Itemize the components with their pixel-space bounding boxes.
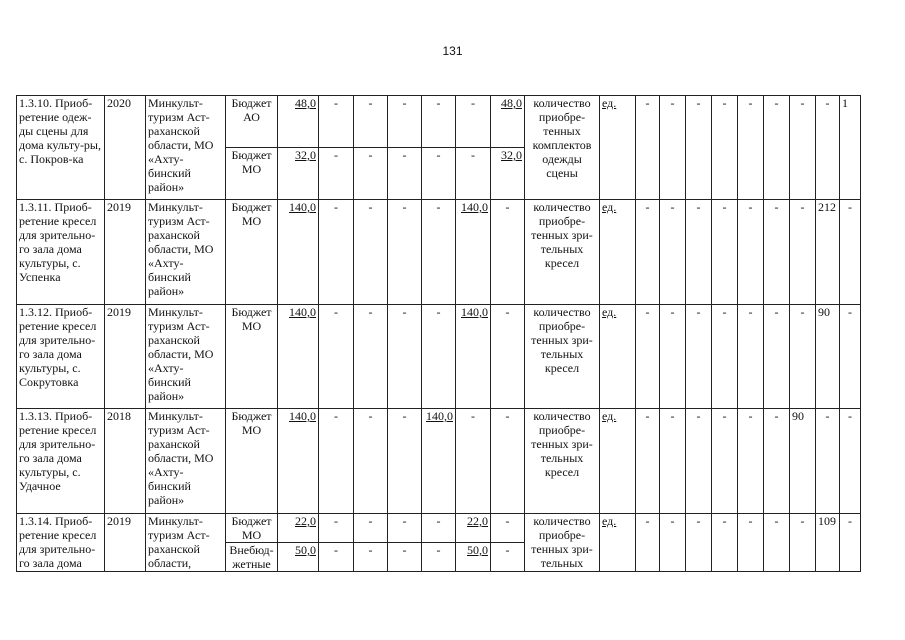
funding-total-cell: 22,0 (278, 514, 319, 543)
target-value-cell: - (660, 96, 686, 200)
target-value-cell: - (738, 514, 764, 572)
target-value-cell: - (738, 200, 764, 305)
target-value-cell: - (636, 514, 660, 572)
target-value-cell: - (660, 409, 686, 514)
indicator-cell: количество приобре-тенных комплектов одежды сцены (525, 96, 600, 200)
funding-year-cell: - (319, 543, 354, 572)
funding-total-cell: 140,0 (278, 200, 319, 305)
funding-year-cell: - (319, 305, 354, 409)
table-row (17, 305, 861, 409)
target-value-cell: 90 (816, 305, 840, 409)
target-value-cell: - (686, 409, 712, 514)
funding-year-cell: 140,0 (456, 305, 491, 409)
program-table (16, 95, 861, 572)
executor-cell: Минкульт-туризм Аст-раханской области, МО «Ахту-бинский район» (146, 409, 226, 514)
target-value-cell: - (790, 514, 816, 572)
table-row (17, 200, 861, 305)
funding-year-cell: - (491, 514, 525, 543)
funding-source-cell: Бюджет АО (226, 96, 278, 148)
funding-source-cell: Бюджет МО (226, 409, 278, 514)
funding-year-cell: - (491, 305, 525, 409)
funding-year-cell: - (354, 305, 388, 409)
executor-cell: Минкульт-туризм Аст-раханской области, (146, 514, 226, 572)
target-value-cell: - (660, 514, 686, 572)
funding-year-cell: 140,0 (422, 409, 456, 514)
funding-year-cell: - (388, 148, 422, 200)
funding-year-cell: - (422, 96, 456, 148)
target-value-cell: - (686, 200, 712, 305)
target-value-cell: - (764, 200, 790, 305)
target-value-cell: - (636, 200, 660, 305)
target-value-cell: - (738, 96, 764, 200)
funding-year-cell: - (354, 148, 388, 200)
funding-source-cell: Бюджет МО (226, 514, 278, 543)
funding-year-cell: - (388, 200, 422, 305)
target-value-cell: - (636, 305, 660, 409)
target-value-cell: - (686, 514, 712, 572)
measure-name-cell: 1.3.13. Приоб-ретение кресел для зрительно-го зала дома культуры, с. Удачное (17, 409, 105, 514)
funding-year-cell: - (456, 96, 491, 148)
funding-year-cell: - (491, 543, 525, 572)
funding-year-cell: - (422, 543, 456, 572)
funding-year-cell: - (354, 543, 388, 572)
target-value-cell: - (686, 305, 712, 409)
target-value-cell: - (840, 409, 861, 514)
funding-year-cell: 140,0 (456, 200, 491, 305)
funding-year-cell: - (354, 96, 388, 148)
indicator-cell: количество приобре-тенных зри-тельных кресел (525, 305, 600, 409)
target-value-cell: - (816, 409, 840, 514)
target-value-cell: - (764, 514, 790, 572)
indicator-cell: количество приобре-тенных зри-тельных кресел (525, 409, 600, 514)
target-value-cell: - (790, 305, 816, 409)
target-value-cell: - (636, 96, 660, 200)
funding-year-cell: - (319, 514, 354, 543)
table-row (17, 409, 861, 514)
year-cell: 2019 (105, 305, 146, 409)
funding-source-cell: Бюджет МО (226, 200, 278, 305)
target-value-cell: 1 (840, 96, 861, 200)
funding-year-cell: - (354, 200, 388, 305)
funding-year-cell: - (319, 200, 354, 305)
table-row (17, 96, 861, 148)
funding-total-cell: 140,0 (278, 305, 319, 409)
target-value-cell: - (738, 409, 764, 514)
funding-source-cell: Бюджет МО (226, 305, 278, 409)
funding-source-cell: Внебюд-жетные (226, 543, 278, 572)
funding-year-cell: - (319, 148, 354, 200)
target-value-cell: - (816, 96, 840, 200)
target-value-cell: - (790, 96, 816, 200)
funding-year-cell: - (422, 148, 456, 200)
funding-year-cell: - (354, 514, 388, 543)
measure-name-cell: 1.3.14. Приоб-ретение кресел для зрительно-го зала дома (17, 514, 105, 572)
page-number: 131 (442, 44, 463, 58)
funding-total-cell: 50,0 (278, 543, 319, 572)
unit-cell: ед. (600, 200, 636, 305)
executor-cell: Минкульт-туризм Аст-раханской области, МО «Ахту-бинский район» (146, 96, 226, 200)
funding-total-cell: 140,0 (278, 409, 319, 514)
target-value-cell: - (712, 514, 738, 572)
target-value-cell: - (790, 200, 816, 305)
funding-year-cell: - (456, 409, 491, 514)
funding-total-cell: 48,0 (278, 96, 319, 148)
target-value-cell: - (764, 305, 790, 409)
funding-year-cell: - (319, 409, 354, 514)
target-value-cell: - (764, 96, 790, 200)
funding-year-cell: 48,0 (491, 96, 525, 148)
indicator-cell: количество приобре-тенных зри-тельных кресел (525, 200, 600, 305)
funding-year-cell: - (491, 200, 525, 305)
funding-year-cell: - (354, 409, 388, 514)
target-value-cell: - (840, 514, 861, 572)
funding-year-cell: - (491, 409, 525, 514)
target-value-cell: - (840, 200, 861, 305)
year-cell: 2019 (105, 200, 146, 305)
funding-year-cell: 22,0 (456, 514, 491, 543)
target-value-cell: - (712, 409, 738, 514)
funding-year-cell: - (388, 305, 422, 409)
executor-cell: Минкульт-туризм Аст-раханской области, МО «Ахту-бинский район» (146, 200, 226, 305)
target-value-cell: - (712, 96, 738, 200)
target-value-cell: - (712, 200, 738, 305)
target-value-cell: - (738, 305, 764, 409)
target-value-cell: - (686, 96, 712, 200)
target-value-cell: 90 (790, 409, 816, 514)
funding-year-cell: - (388, 409, 422, 514)
measure-name-cell: 1.3.12. Приоб-ретение кресел для зрительно-го зала дома культуры, с. Сокрутовка (17, 305, 105, 409)
target-value-cell: - (660, 305, 686, 409)
target-value-cell: - (840, 305, 861, 409)
funding-year-cell: - (422, 200, 456, 305)
target-value-cell: - (764, 409, 790, 514)
funding-year-cell: - (388, 543, 422, 572)
funding-year-cell: - (319, 96, 354, 148)
year-cell: 2020 (105, 96, 146, 200)
executor-cell: Минкульт-туризм Аст-раханской области, МО «Ахту-бинский район» (146, 305, 226, 409)
funding-total-cell: 32,0 (278, 148, 319, 200)
funding-year-cell: - (456, 148, 491, 200)
measure-name-cell: 1.3.10. Приоб-ретение одеж-ды сцены для дома культу-ры, с. Покров-ка (17, 96, 105, 200)
year-cell: 2018 (105, 409, 146, 514)
indicator-cell: количество приобре-тенных зри-тельных (525, 514, 600, 572)
unit-cell: ед. (600, 305, 636, 409)
unit-cell: ед. (600, 409, 636, 514)
funding-source-cell: Бюджет МО (226, 148, 278, 200)
year-cell: 2019 (105, 514, 146, 572)
unit-cell: ед. (600, 514, 636, 572)
target-value-cell: - (636, 409, 660, 514)
funding-year-cell: - (388, 96, 422, 148)
funding-year-cell: 50,0 (456, 543, 491, 572)
target-value-cell: - (712, 305, 738, 409)
table-row (17, 514, 861, 543)
funding-year-cell: 32,0 (491, 148, 525, 200)
funding-year-cell: - (388, 514, 422, 543)
target-value-cell: - (660, 200, 686, 305)
measure-name-cell: 1.3.11. Приоб-ретение кресел для зрительно-го зала дома культуры, с. Успенка (17, 200, 105, 305)
funding-year-cell: - (422, 305, 456, 409)
funding-year-cell: - (422, 514, 456, 543)
target-value-cell: 109 (816, 514, 840, 572)
target-value-cell: 212 (816, 200, 840, 305)
unit-cell: ед. (600, 96, 636, 200)
